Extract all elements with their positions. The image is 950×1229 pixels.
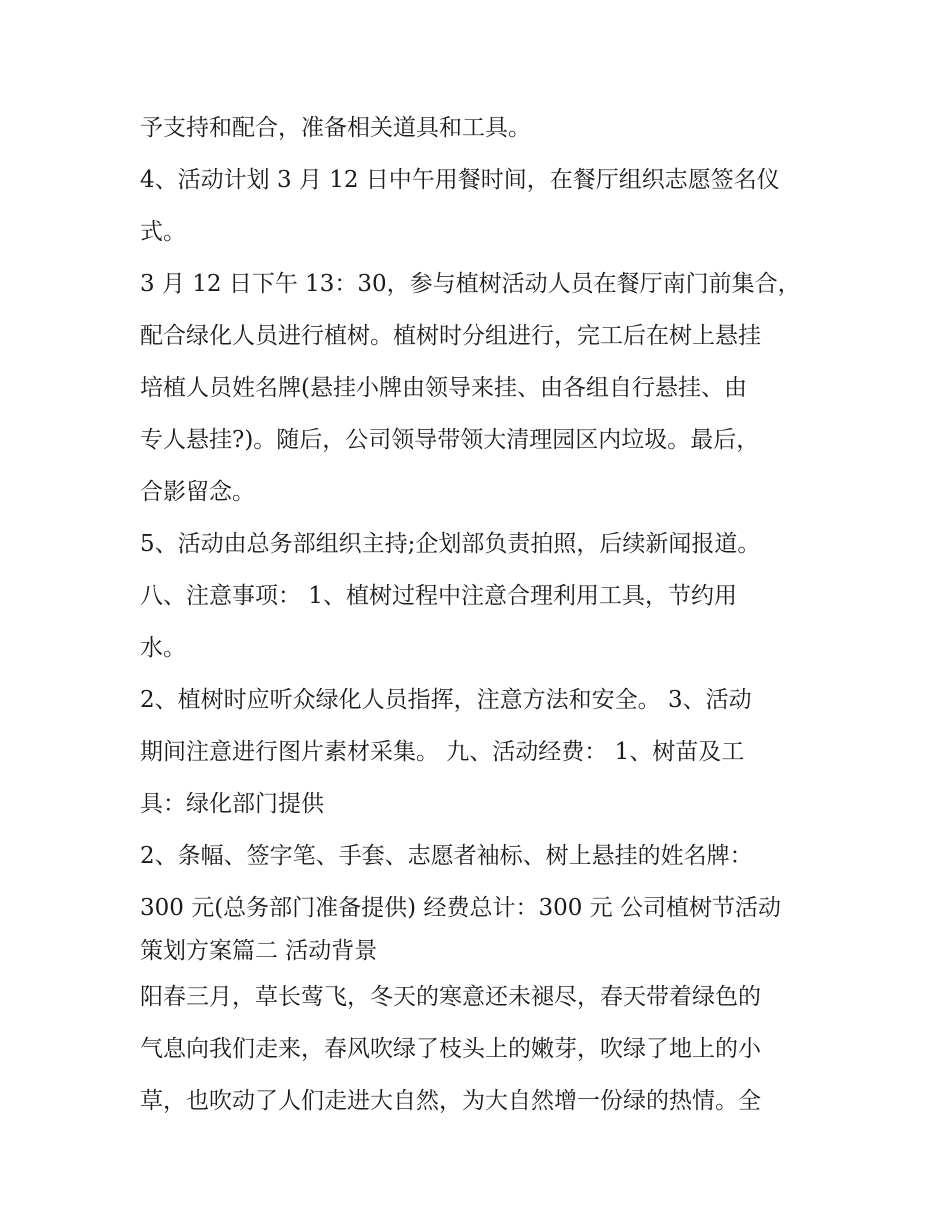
text-line: 3 月 12 日下午 13：30，参与植树活动人员在餐厅南门前集合， bbox=[140, 271, 801, 297]
text-line: 水。 bbox=[140, 635, 186, 661]
text-line: 300 元(总务部门准备提供) 经费总计：300 元 公司植树节活动 bbox=[140, 895, 781, 921]
text-line: 八、注意事项： 1、植树过程中注意合理利用工具，节约用 bbox=[140, 583, 737, 609]
text-line: 阳春三月，草长莺飞，冬天的寒意还未褪尽，春天带着绿色的 bbox=[140, 984, 761, 1010]
text-line: 气息向我们走来，春风吹绿了枝头上的嫩芽，吹绿了地上的小 bbox=[140, 1036, 761, 1062]
text-line: 培植人员姓名牌(悬挂小牌由领导来挂、由各组自行悬挂、由 bbox=[140, 375, 747, 401]
text-line: 4、活动计划 3 月 12 日中午用餐时间，在餐厅组织志愿签名仪 bbox=[140, 167, 780, 193]
text-line: 2、植树时应听众绿化人员指挥，注意方法和安全。 3、活动 bbox=[140, 687, 752, 713]
text-line: 草，也吹动了人们走进大自然，为大自然增一份绿的热情。全 bbox=[140, 1088, 761, 1114]
text-line: 式。 bbox=[140, 219, 186, 245]
text-line: 予支持和配合，准备相关道具和工具。 bbox=[140, 115, 531, 141]
text-line: 配合绿化人员进行植树。植树时分组进行，完工后在树上悬挂 bbox=[140, 323, 761, 349]
text-line: 具：绿化部门提供 bbox=[140, 791, 324, 817]
text-line: 2、条幅、签字笔、手套、志愿者袖标、树上悬挂的姓名牌： bbox=[140, 843, 753, 869]
text-line: 5、活动由总务部组织主持;企划部负责拍照，后续新闻报道。 bbox=[140, 531, 761, 557]
text-line: 期间注意进行图片素材采集。 九、活动经费： 1、树苗及工 bbox=[140, 739, 745, 765]
text-line: 策划方案篇二 活动背景 bbox=[140, 938, 378, 964]
text-line: 专人悬挂?)。随后，公司领导带领大清理园区内垃圾。最后， bbox=[140, 427, 760, 453]
text-line: 合影留念。 bbox=[140, 479, 255, 505]
